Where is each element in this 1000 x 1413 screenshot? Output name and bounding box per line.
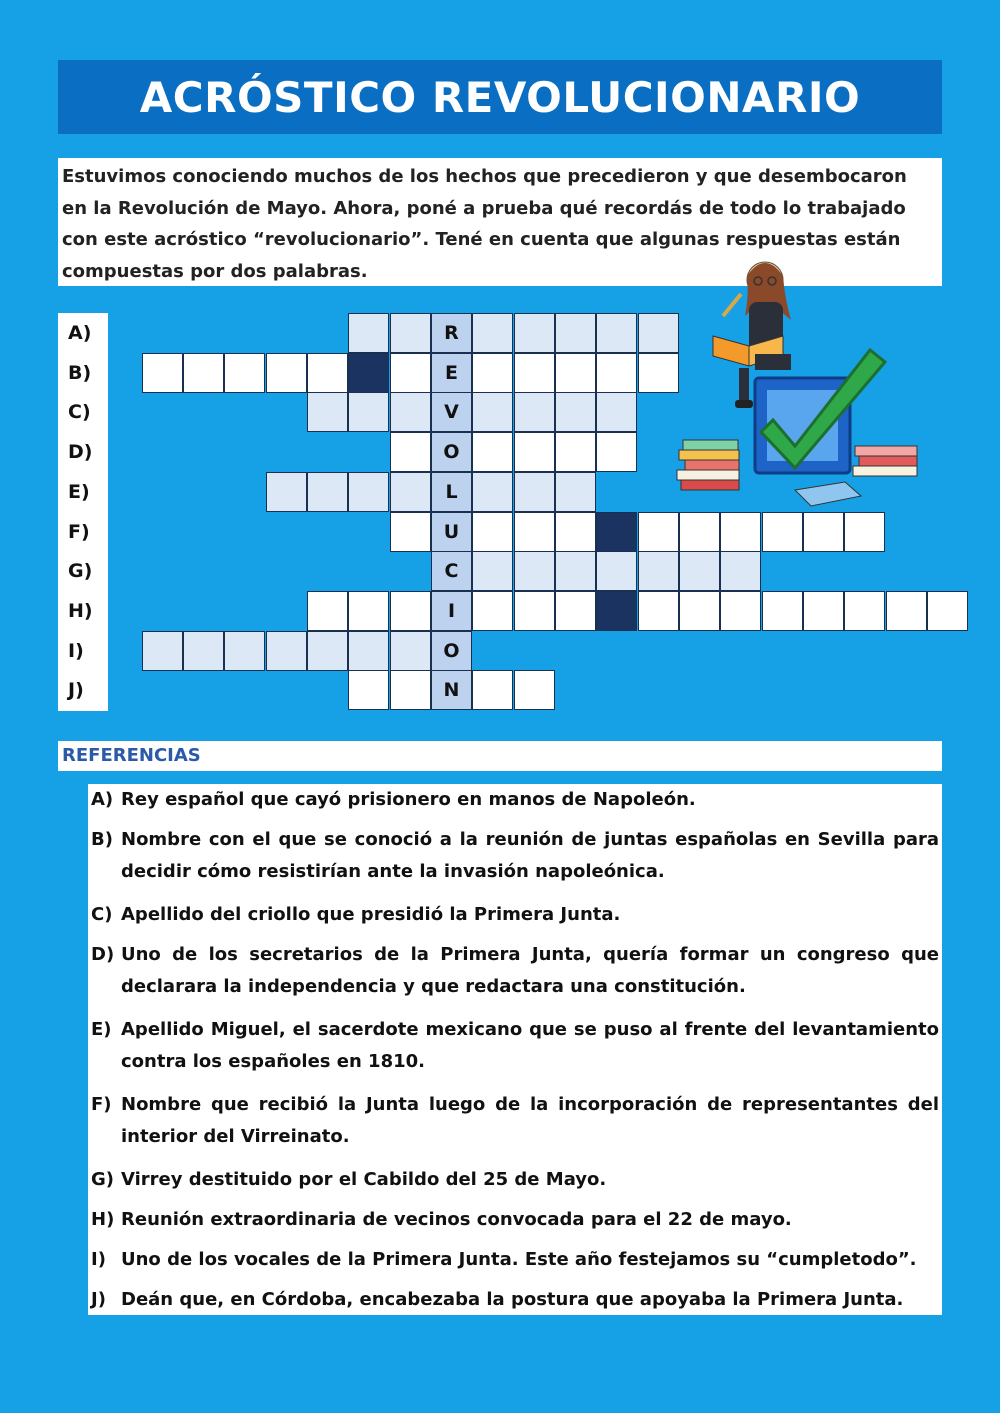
answer-cell[interactable] <box>266 631 307 671</box>
answer-cell[interactable] <box>762 591 803 631</box>
blocked-cell <box>348 353 389 393</box>
answer-cell[interactable] <box>555 392 596 432</box>
reference-letter: F) <box>91 1094 112 1115</box>
key-letter-cell: L <box>431 472 472 512</box>
answer-cell[interactable] <box>390 631 431 671</box>
illustration <box>665 250 935 510</box>
answer-cell[interactable] <box>596 551 637 591</box>
answer-cell[interactable] <box>596 432 637 472</box>
reference-letter: A) <box>91 789 114 810</box>
answer-cell[interactable] <box>307 472 348 512</box>
answer-cell[interactable] <box>555 551 596 591</box>
answer-cell[interactable] <box>720 512 761 552</box>
reference-text: Reunión extraordinaria de vecinos convocada para el 22 de mayo. <box>121 1209 792 1230</box>
references-list <box>88 784 942 1315</box>
answer-cell[interactable] <box>472 512 513 552</box>
answer-cell[interactable] <box>514 591 555 631</box>
answer-cell[interactable] <box>555 472 596 512</box>
answer-cell[interactable] <box>555 353 596 393</box>
blocked-cell <box>596 591 637 631</box>
answer-cell[interactable] <box>390 392 431 432</box>
reference-text: Deán que, en Córdoba, encabezaba la postura que apoyaba la Primera Junta. <box>121 1289 904 1310</box>
reference-text: Uno de los secretarios de la Primera Junta, quería formar un congreso que declarara la independencia y que redactara una constitución. <box>121 944 939 997</box>
row-label: A) <box>68 322 92 344</box>
reference-letter: G) <box>91 1169 115 1190</box>
answer-cell[interactable] <box>472 313 513 353</box>
answer-cell[interactable] <box>390 472 431 512</box>
answer-cell[interactable] <box>472 432 513 472</box>
answer-cell[interactable] <box>638 551 679 591</box>
row-label: J) <box>68 679 84 702</box>
reference-item <box>88 1204 942 1236</box>
answer-cell[interactable] <box>514 353 555 393</box>
key-letter-cell: C <box>431 551 472 591</box>
answer-cell[interactable] <box>596 392 637 432</box>
answer-cell[interactable] <box>142 353 183 393</box>
reference-text: Rey español que cayó prisionero en manos de Napoleón. <box>121 789 696 810</box>
answer-cell[interactable] <box>307 392 348 432</box>
reference-item <box>88 784 942 816</box>
answer-cell[interactable] <box>307 631 348 671</box>
key-letter-cell: V <box>431 392 472 432</box>
reference-item <box>88 1284 942 1316</box>
reference-text: Virrey destituido por el Cabildo del 25 de Mayo. <box>121 1169 607 1190</box>
answer-cell[interactable] <box>762 512 803 552</box>
answer-cell[interactable] <box>348 631 389 671</box>
answer-cell[interactable] <box>514 472 555 512</box>
answer-cell[interactable] <box>142 631 183 671</box>
row-label: D) <box>68 441 93 464</box>
answer-cell[interactable] <box>844 512 885 552</box>
answer-cell[interactable] <box>596 313 637 353</box>
reference-item <box>88 1244 942 1276</box>
reference-letter: I) <box>91 1249 106 1270</box>
answer-cell[interactable] <box>348 392 389 432</box>
reference-letter: J) <box>91 1289 106 1310</box>
answer-cell[interactable] <box>390 670 431 710</box>
answer-cell[interactable] <box>555 512 596 552</box>
answer-cell[interactable] <box>307 353 348 393</box>
answer-cell[interactable] <box>183 353 224 393</box>
key-letter-cell: R <box>431 313 472 353</box>
answer-cell[interactable] <box>472 591 513 631</box>
key-letter-cell: I <box>431 591 472 631</box>
reference-text: Apellido del criollo que presidió la Primera Junta. <box>121 904 621 925</box>
answer-cell[interactable] <box>266 353 307 393</box>
answer-cell[interactable] <box>927 591 968 631</box>
answer-cell[interactable] <box>596 353 637 393</box>
answer-cell[interactable] <box>555 591 596 631</box>
reference-letter: D) <box>91 944 115 965</box>
answer-cell[interactable] <box>638 591 679 631</box>
answer-cell[interactable] <box>803 512 844 552</box>
answer-cell[interactable] <box>514 670 555 710</box>
answer-cell[interactable] <box>472 551 513 591</box>
answer-cell[interactable] <box>803 591 844 631</box>
key-letter-cell: O <box>431 432 472 472</box>
reference-text: Nombre que recibió la Junta luego de la incorporación de representantes del interior del Virreinato. <box>121 1094 939 1147</box>
references-heading: REFERENCIAS <box>58 741 942 771</box>
reference-item <box>88 939 942 1002</box>
reference-text: Nombre con el que se conoció a la reunión de juntas españolas en Sevilla para decidir cómo resistirían ante la invasión napoleónica. <box>121 829 939 882</box>
answer-cell[interactable] <box>472 472 513 512</box>
answer-cell[interactable] <box>514 551 555 591</box>
answer-cell[interactable] <box>679 591 720 631</box>
reference-item <box>88 1164 942 1196</box>
answer-cell[interactable] <box>348 313 389 353</box>
row-label: G) <box>68 560 93 583</box>
answer-cell[interactable] <box>472 353 513 393</box>
answer-cell[interactable] <box>472 670 513 710</box>
reference-text: Uno de los vocales de la Primera Junta. Este año festejamos su “cumpletodo”. <box>121 1249 917 1270</box>
key-letter-cell: U <box>431 512 472 552</box>
answer-cell[interactable] <box>390 313 431 353</box>
row-label: I) <box>68 639 84 662</box>
reference-item <box>88 899 942 931</box>
answer-cell[interactable] <box>183 631 224 671</box>
key-letter-cell: O <box>431 631 472 671</box>
reference-letter: C) <box>91 904 113 925</box>
reference-letter: E) <box>91 1019 112 1040</box>
answer-cell[interactable] <box>390 512 431 552</box>
row-labels <box>58 313 108 711</box>
reference-letter: B) <box>91 829 113 850</box>
answer-cell[interactable] <box>348 591 389 631</box>
page-title: ACRÓSTICO REVOLUCIONARIO <box>58 60 942 134</box>
reference-text: Apellido Miguel, el sacerdote mexicano que se puso al frente del levantamiento contra los españoles en 1810. <box>121 1019 939 1072</box>
answer-cell[interactable] <box>348 472 389 512</box>
reference-item <box>88 1089 942 1152</box>
blocked-cell <box>596 512 637 552</box>
answer-cell[interactable] <box>514 392 555 432</box>
answer-cell[interactable] <box>348 670 389 710</box>
answer-cell[interactable] <box>514 432 555 472</box>
reference-letter: H) <box>91 1209 115 1230</box>
answer-cell[interactable] <box>720 591 761 631</box>
row-label: E) <box>68 480 90 503</box>
row-label: H) <box>68 599 93 622</box>
key-letter-cell: E <box>431 353 472 393</box>
answer-cell[interactable] <box>886 591 927 631</box>
answer-cell[interactable] <box>224 353 265 393</box>
answer-cell[interactable] <box>555 432 596 472</box>
answer-cell[interactable] <box>679 512 720 552</box>
answer-cell[interactable] <box>224 631 265 671</box>
answer-cell[interactable] <box>390 353 431 393</box>
answer-cell[interactable] <box>472 392 513 432</box>
row-label: F) <box>68 520 90 543</box>
key-letter-cell: N <box>431 670 472 710</box>
reference-item <box>88 824 942 887</box>
answer-cell[interactable] <box>307 591 348 631</box>
row-label: B) <box>68 361 92 384</box>
answer-cell[interactable] <box>514 512 555 552</box>
answer-cell[interactable] <box>844 591 885 631</box>
answer-cell[interactable] <box>555 313 596 353</box>
intro-text: Estuvimos conociendo muchos de los hechos que precedieron y que desembocaron en la Revolución de Mayo. Ahora, poné a prueba qué recordás de todo lo trabajado con este acróstico “revolucionario”. Tené en cuenta que algunas respuestas están compuestas por dos palabras. <box>58 158 942 286</box>
reference-item <box>88 1014 942 1077</box>
row-label: C) <box>68 401 91 424</box>
answer-cell[interactable] <box>638 512 679 552</box>
answer-cell[interactable] <box>514 313 555 353</box>
answer-cell[interactable] <box>390 432 431 472</box>
answer-cell[interactable] <box>390 591 431 631</box>
answer-cell[interactable] <box>679 551 720 591</box>
answer-cell[interactable] <box>720 551 761 591</box>
answer-cell[interactable] <box>266 472 307 512</box>
